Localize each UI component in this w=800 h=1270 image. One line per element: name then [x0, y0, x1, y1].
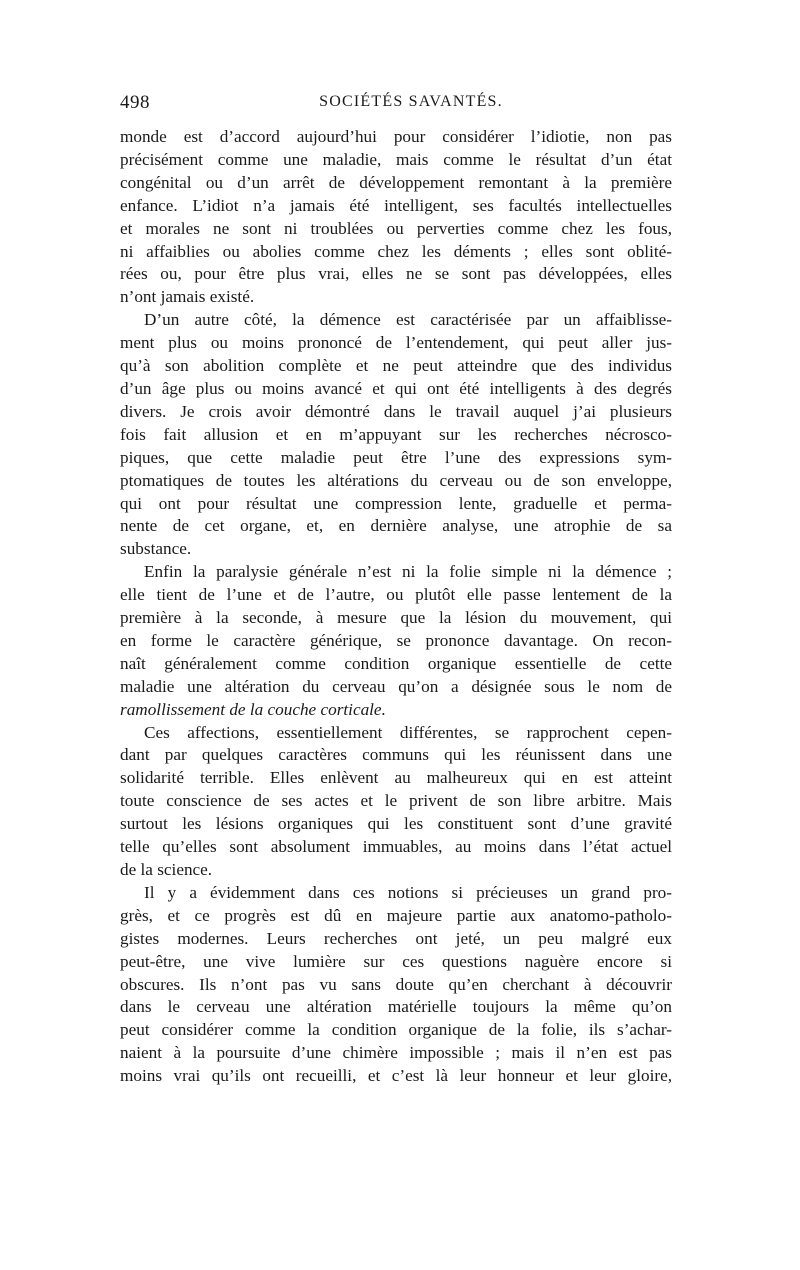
text-line: ment plus ou moins prononcé de l’entendement, qui peut aller jus-: [120, 333, 672, 353]
text-line: substance.: [120, 539, 192, 559]
paragraph-4: [120, 722, 672, 882]
text-line: moins vrai qu’ils ont recueilli, et c’est là leur honneur et leur gloire,: [120, 1066, 672, 1086]
text-line: ptomatiques de toutes les altérations du cerveau ou de son enveloppe,: [120, 470, 672, 490]
text-line: solidarité terrible. Elles enlèvent au malheureux qui en est atteint: [120, 768, 672, 788]
text-line: naient à la poursuite d’une chimère impossible ; mais il n’en est pas: [120, 1043, 672, 1063]
text-line: Enfin la paralysie générale n’est ni la folie simple ni la démence ;: [144, 562, 672, 582]
text-line: fois fait allusion et en m’appuyant sur les recherches nécrosco-: [120, 424, 672, 444]
text-line: congénital ou d’un arrêt de développement remontant à la première: [120, 172, 672, 192]
text-line: monde est d’accord aujourd’hui pour considérer l’idiotie, non pas: [120, 127, 672, 146]
text-line: enfance. L’idiot n’a jamais été intelligent, ses facultés intellectuelles: [120, 195, 672, 215]
text-line: qu’à son abolition complète et ne peut atteindre que des individus: [120, 356, 672, 376]
text-line: en forme le caractère générique, se prononce davantage. On recon-: [120, 630, 672, 650]
text-line: Il y a évidemment dans ces notions si précieuses un grand pro-: [144, 882, 672, 902]
text-line: elle tient de l’une et de l’autre, ou plutôt elle passe lentement de la: [120, 585, 672, 605]
text-line: Ces affections, essentiellement différentes, se rapprochent cepen-: [144, 722, 672, 742]
text-line: dans le cerveau une altération matérielle toujours la même qu’on: [120, 997, 672, 1017]
text-line: maladie une altération du cerveau qu’on a désignée sous le nom de: [120, 676, 672, 696]
text-line: telle qu’elles sont absolument immuables, au moins dans l’état actuel: [120, 837, 672, 857]
italic-term: ramollissement de la couche corticale.: [120, 699, 386, 719]
paragraph-1: [120, 126, 672, 309]
text-line: et morales ne sont ni troublées ou perverties comme chez les fous,: [120, 218, 672, 238]
body-text: [120, 126, 672, 1088]
text-line: naît généralement comme condition organique essentielle de cette: [120, 653, 672, 673]
text-line: qui ont pour résultat une compression lente, graduelle et perma-: [120, 493, 672, 513]
text-line: divers. Je crois avoir démontré dans le travail auquel j’ai plusieurs: [120, 401, 672, 421]
text-line: d’un âge plus ou moins avancé et qui ont été intelligents à des degrés: [120, 378, 672, 398]
running-head: SOCIÉTÉS SAVANTÉS.: [319, 93, 503, 110]
text-line: obscures. Ils n’ont pas vu sans doute qu’en cherchant à découvrir: [120, 974, 672, 994]
text-line: peut considérer comme la condition organique de la folie, ils s’achar-: [120, 1020, 672, 1040]
paragraph-5: [120, 882, 672, 1088]
text-line-italic: [120, 699, 672, 722]
page-number: 498: [120, 92, 150, 113]
text-line: première à la seconde, à mesure que la lésion du mouvement, qui: [120, 608, 672, 628]
text-line: gistes modernes. Leurs recherches ont jeté, un peu malgré eux: [120, 928, 672, 948]
text-line: n’ont jamais existé.: [120, 287, 255, 307]
text-line: dant par quelques caractères communs qui les réunissent dans une: [120, 745, 672, 765]
paragraph-3: [120, 561, 672, 721]
text-line: de la science.: [120, 860, 213, 879]
text-line: peut-être, une vive lumière sur ces questions naguère encore si: [120, 951, 672, 971]
book-page: [120, 92, 672, 1088]
text-line: rées ou, pour être plus vrai, elles ne se sont pas développées, elles: [120, 264, 672, 284]
text-line: surtout les lésions organiques qui les constituent sont d’une gravité: [120, 814, 672, 834]
text-line: D’un autre côté, la démence est caractérisée par un affaiblisse-: [144, 310, 672, 330]
text-line: nente de cet organe, et, en dernière analyse, une atrophie de sa: [120, 516, 672, 536]
text-line: grès, et ce progrès est dû en majeure partie aux anatomo-patholo-: [120, 905, 672, 925]
paragraph-2: [120, 309, 672, 561]
page-header: [120, 92, 672, 122]
text-line: ni affaiblies ou abolies comme chez les déments ; elles sont oblité-: [120, 241, 672, 261]
text-line: piques, que cette maladie peut être l’une des expressions sym-: [120, 447, 672, 467]
text-line: toute conscience de ses actes et le privent de son libre arbitre. Mais: [120, 791, 672, 811]
text-line: précisément comme une maladie, mais comme le résultat d’un état: [120, 149, 672, 169]
